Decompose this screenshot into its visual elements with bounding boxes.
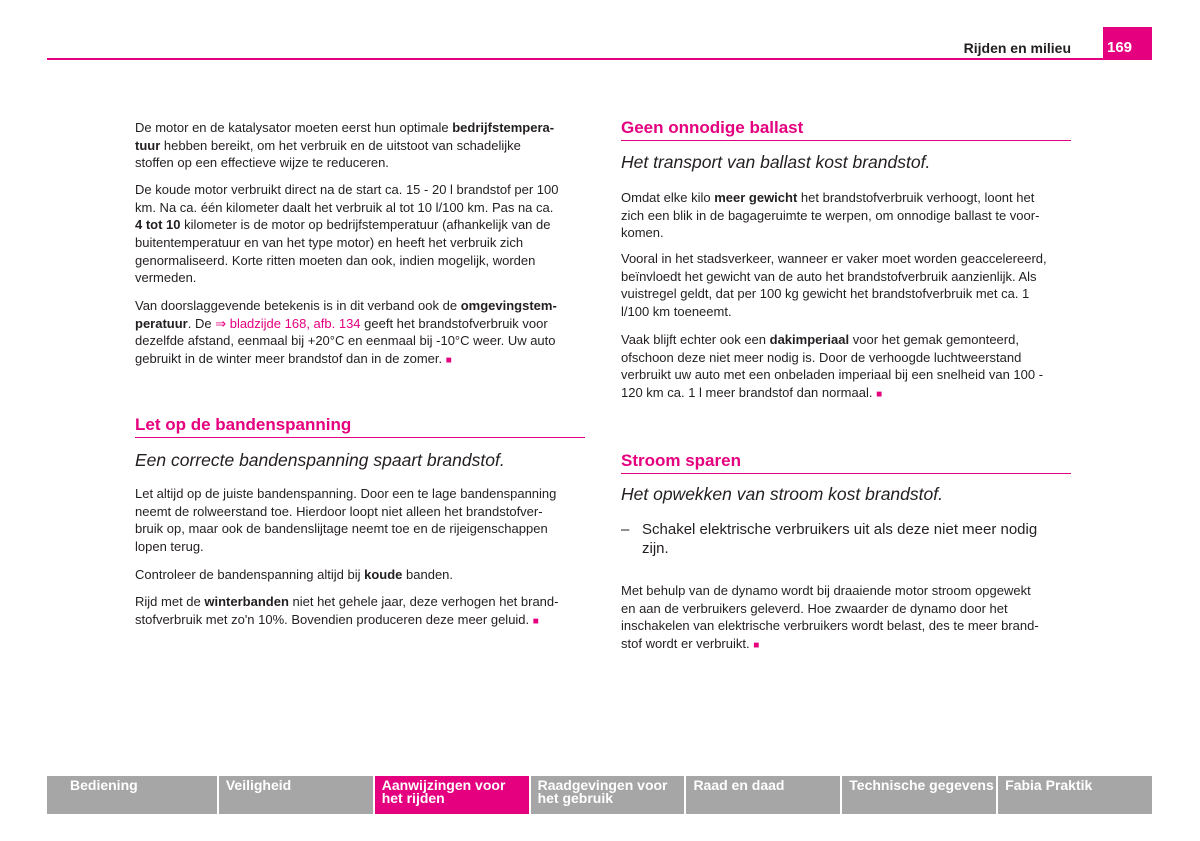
chapter-tab-raadgevingen [531, 776, 685, 814]
text-line [135, 503, 585, 521]
text-line [135, 566, 585, 584]
section-subtitle: Het opwekken van stroom kost brandstof. [621, 484, 943, 504]
paragraph [621, 582, 1071, 653]
text-run: Met behulp van de dynamo wordt bij draaiende motor stroom opgewekt [621, 583, 1031, 598]
paragraph [135, 297, 585, 368]
bold-term: koude [364, 567, 403, 582]
text-run: komen. [621, 225, 664, 241]
text-run: Let altijd op de juiste bandenspanning. Door een te lage bandenspanning [135, 486, 557, 501]
text-run: en aan de verbruikers geleverd. Hoe zwaarder de dynamo door het [621, 600, 1008, 616]
text-run: bruik op, maar ook de bandenslijtage neemt toe en de rijeigenschappen [135, 521, 548, 537]
text-line [621, 224, 1071, 242]
text-line [621, 268, 1071, 286]
text-line [135, 350, 585, 368]
text-run: stoffen op een effectieve wijze te reduceren. [135, 155, 389, 171]
text-line [621, 384, 1071, 402]
text-run: neemt de rolweerstand toe. Hierdoor loopt niet alleen het brandstofver- [135, 503, 543, 519]
text-run: Van doorslaggevende betekenis is in dit verband ook de [135, 298, 461, 313]
instruction-list-item [621, 520, 1071, 558]
tab-label: Raadgevingen voor [537, 777, 668, 793]
text-line [135, 332, 585, 350]
text-run: verbruikt uw auto met een onbeladen imperiaal bij een snelheid van 100 - [621, 367, 1044, 383]
text-run: het brandstofverbruik verhoogt, loont het [797, 190, 1035, 205]
bold-term: winterbanden [204, 594, 289, 609]
tab-label: Technische gegevens [849, 777, 994, 793]
text-run: stofverbruik met zo'n 10%. Bovendien produceren deze meer geluid. [135, 611, 533, 627]
text-run: Vooral in het stadsverkeer, wanneer er vaker moet worden geaccelereerd, [621, 251, 1047, 266]
page-number: 169 [1107, 39, 1133, 56]
end-of-section-marker: ■ [532, 615, 539, 627]
end-of-section-marker: ■ [753, 640, 760, 652]
text-run: beïnvloedt het gewicht van de auto het brandstofverbruik aanzienlijk. Als [621, 268, 1037, 284]
chapter-tab-bediening [47, 776, 217, 814]
text-run: vermeden. [135, 270, 197, 286]
list-item-text [621, 520, 1071, 558]
text-run: l/100 km toeneemt. [621, 304, 732, 320]
paragraph [135, 566, 585, 584]
tab-label: Aanwijzingen voor [381, 777, 506, 793]
text-line: Schakel elektrische verbruikers uit als deze niet meer nodig [642, 521, 1038, 538]
text-run: dezelfde afstand, eenmaal bij +20°C en eenmaal bij -10°C weer. Uw auto [135, 333, 556, 349]
text-run: stof wordt er verbruikt. [621, 636, 754, 652]
text-line [135, 216, 585, 234]
running-header-title: Rijden en milieu [963, 40, 1071, 56]
text-line [621, 250, 1071, 268]
text-run: banden. [402, 567, 454, 582]
paragraph [621, 189, 1071, 242]
text-line [135, 234, 585, 252]
chapter-tab-bar [47, 776, 1152, 814]
bold-term: peratuur [135, 315, 188, 331]
chapter-tab-veiligheid [219, 776, 373, 814]
text-line [621, 207, 1071, 225]
text-run: genormaliseerd. Korte ritten moeten dan ook, indien mogelijk, worden [135, 252, 536, 268]
tab-label: het rijden [381, 790, 445, 806]
text-line [135, 119, 585, 137]
text-line [621, 331, 1071, 349]
end-of-section-marker: ■ [445, 355, 452, 367]
text-run: lopen terug. [135, 539, 204, 555]
text-run: geeft het brandstofverbruik voor [360, 315, 548, 331]
tab-label: Fabia Praktik [1005, 777, 1093, 793]
text-run: inschakelen van elektrische verbruikers wordt belast, des te meer brand- [621, 618, 1039, 634]
bold-term: tuur [135, 137, 161, 153]
text-run: Rijd met de [135, 594, 205, 609]
text-line [621, 582, 1071, 600]
bold-term: dakimperiaal [769, 332, 850, 347]
section-heading: Stroom sparen [621, 451, 1071, 474]
text-line [135, 315, 585, 333]
paragraph [135, 485, 585, 556]
section-subtitle: Een correcte bandenspanning spaart brandstof. [135, 450, 505, 470]
text-run: gebruikt in de winter meer brandstof dan in de zomer. [135, 351, 446, 367]
page-number-badge [1103, 27, 1152, 60]
chapter-tab-technische-gegevens [842, 776, 996, 814]
tab-label: het gebruik [537, 790, 614, 806]
text-run: zich een blik in de bagageruimte te werpen, om onnodige ballast te voor- [621, 207, 1040, 223]
text-line [621, 617, 1071, 635]
text-line [621, 600, 1071, 618]
text-run: vuistregel geldt, dat per 100 kg gewicht het brandstofverbruik met ca. 1 [621, 286, 1030, 302]
text-run: 120 km ca. 1 l meer brandstof dan normaal. [621, 385, 877, 401]
text-line [621, 635, 1071, 653]
text-line [621, 303, 1071, 321]
tab-label: Raad en daad [693, 777, 785, 793]
bold-term: meer gewicht [714, 190, 798, 205]
text-run: . De [187, 315, 216, 331]
paragraph [135, 181, 585, 287]
text-line [135, 538, 585, 556]
chapter-tab-fabia-praktik [998, 776, 1152, 814]
text-line [135, 137, 585, 155]
text-line [135, 181, 585, 199]
text-run: voor het gemak gemonteerd, [849, 332, 1019, 347]
bold-term: bedrijfstempera- [452, 120, 555, 135]
page-reference-link[interactable]: ⇒ bladzijde 168, afb. 134 [215, 315, 361, 331]
paragraph [135, 593, 585, 628]
bold-term: 4 tot 10 [135, 217, 181, 233]
tab-label: Veiligheid [225, 777, 292, 793]
text-line [135, 297, 585, 315]
text-run: Controleer de bandenspanning altijd bij [135, 567, 365, 582]
paragraph [621, 250, 1071, 321]
chapter-tab-aanwijzingen [375, 776, 529, 814]
text-run: Omdat elke kilo [621, 190, 715, 205]
paragraph [621, 331, 1071, 402]
section-heading: Let op de bandenspanning [135, 415, 585, 438]
section-heading: Geen onnodige ballast [621, 118, 1071, 141]
text-line [135, 520, 585, 538]
text-line [135, 199, 585, 217]
list-dash: – [621, 521, 630, 538]
end-of-section-marker: ■ [876, 389, 883, 401]
text-run: km. Na ca. één kilometer daalt het verbruik al tot 10 l/100 km. Pas na ca. [135, 199, 554, 215]
text-line [621, 349, 1071, 367]
text-line [135, 611, 585, 629]
text-run: kilometer is de motor op bedrijfstemperatuur (afhankelijk van de [180, 217, 551, 233]
text-line [135, 154, 585, 172]
text-run: De motor en de katalysator moeten eerst hun optimale [135, 120, 453, 135]
bold-term: omgevingstem- [460, 298, 557, 313]
text-line [621, 285, 1071, 303]
text-line: zijn. [642, 540, 669, 557]
paragraph [135, 119, 585, 172]
text-line [135, 269, 585, 287]
text-line [621, 189, 1071, 207]
text-line [135, 252, 585, 270]
text-run: ofschoon deze niet meer nodig is. Door de verhoogde luchtweerstand [621, 349, 1022, 365]
text-run: niet het gehele jaar, deze verhogen het brand- [288, 594, 559, 609]
text-run: Vaak blijft echter ook een [621, 332, 770, 347]
text-line [621, 366, 1071, 384]
chapter-tab-raad-en-daad [686, 776, 840, 814]
tab-label: Bediening [70, 777, 138, 793]
text-run: hebben bereikt, om het verbruik en de uitstoot van schadelijke [160, 137, 521, 153]
text-run: De koude motor verbruikt direct na de start ca. 15 - 20 l brandstof per 100 [135, 182, 559, 197]
section-subtitle: Het transport van ballast kost brandstof. [621, 152, 931, 172]
text-run: buitentemperatuur en van het type motor) en heeft het verbruik zich [135, 235, 524, 251]
text-line [135, 485, 585, 503]
text-line [135, 593, 585, 611]
header-rule [47, 58, 1152, 60]
